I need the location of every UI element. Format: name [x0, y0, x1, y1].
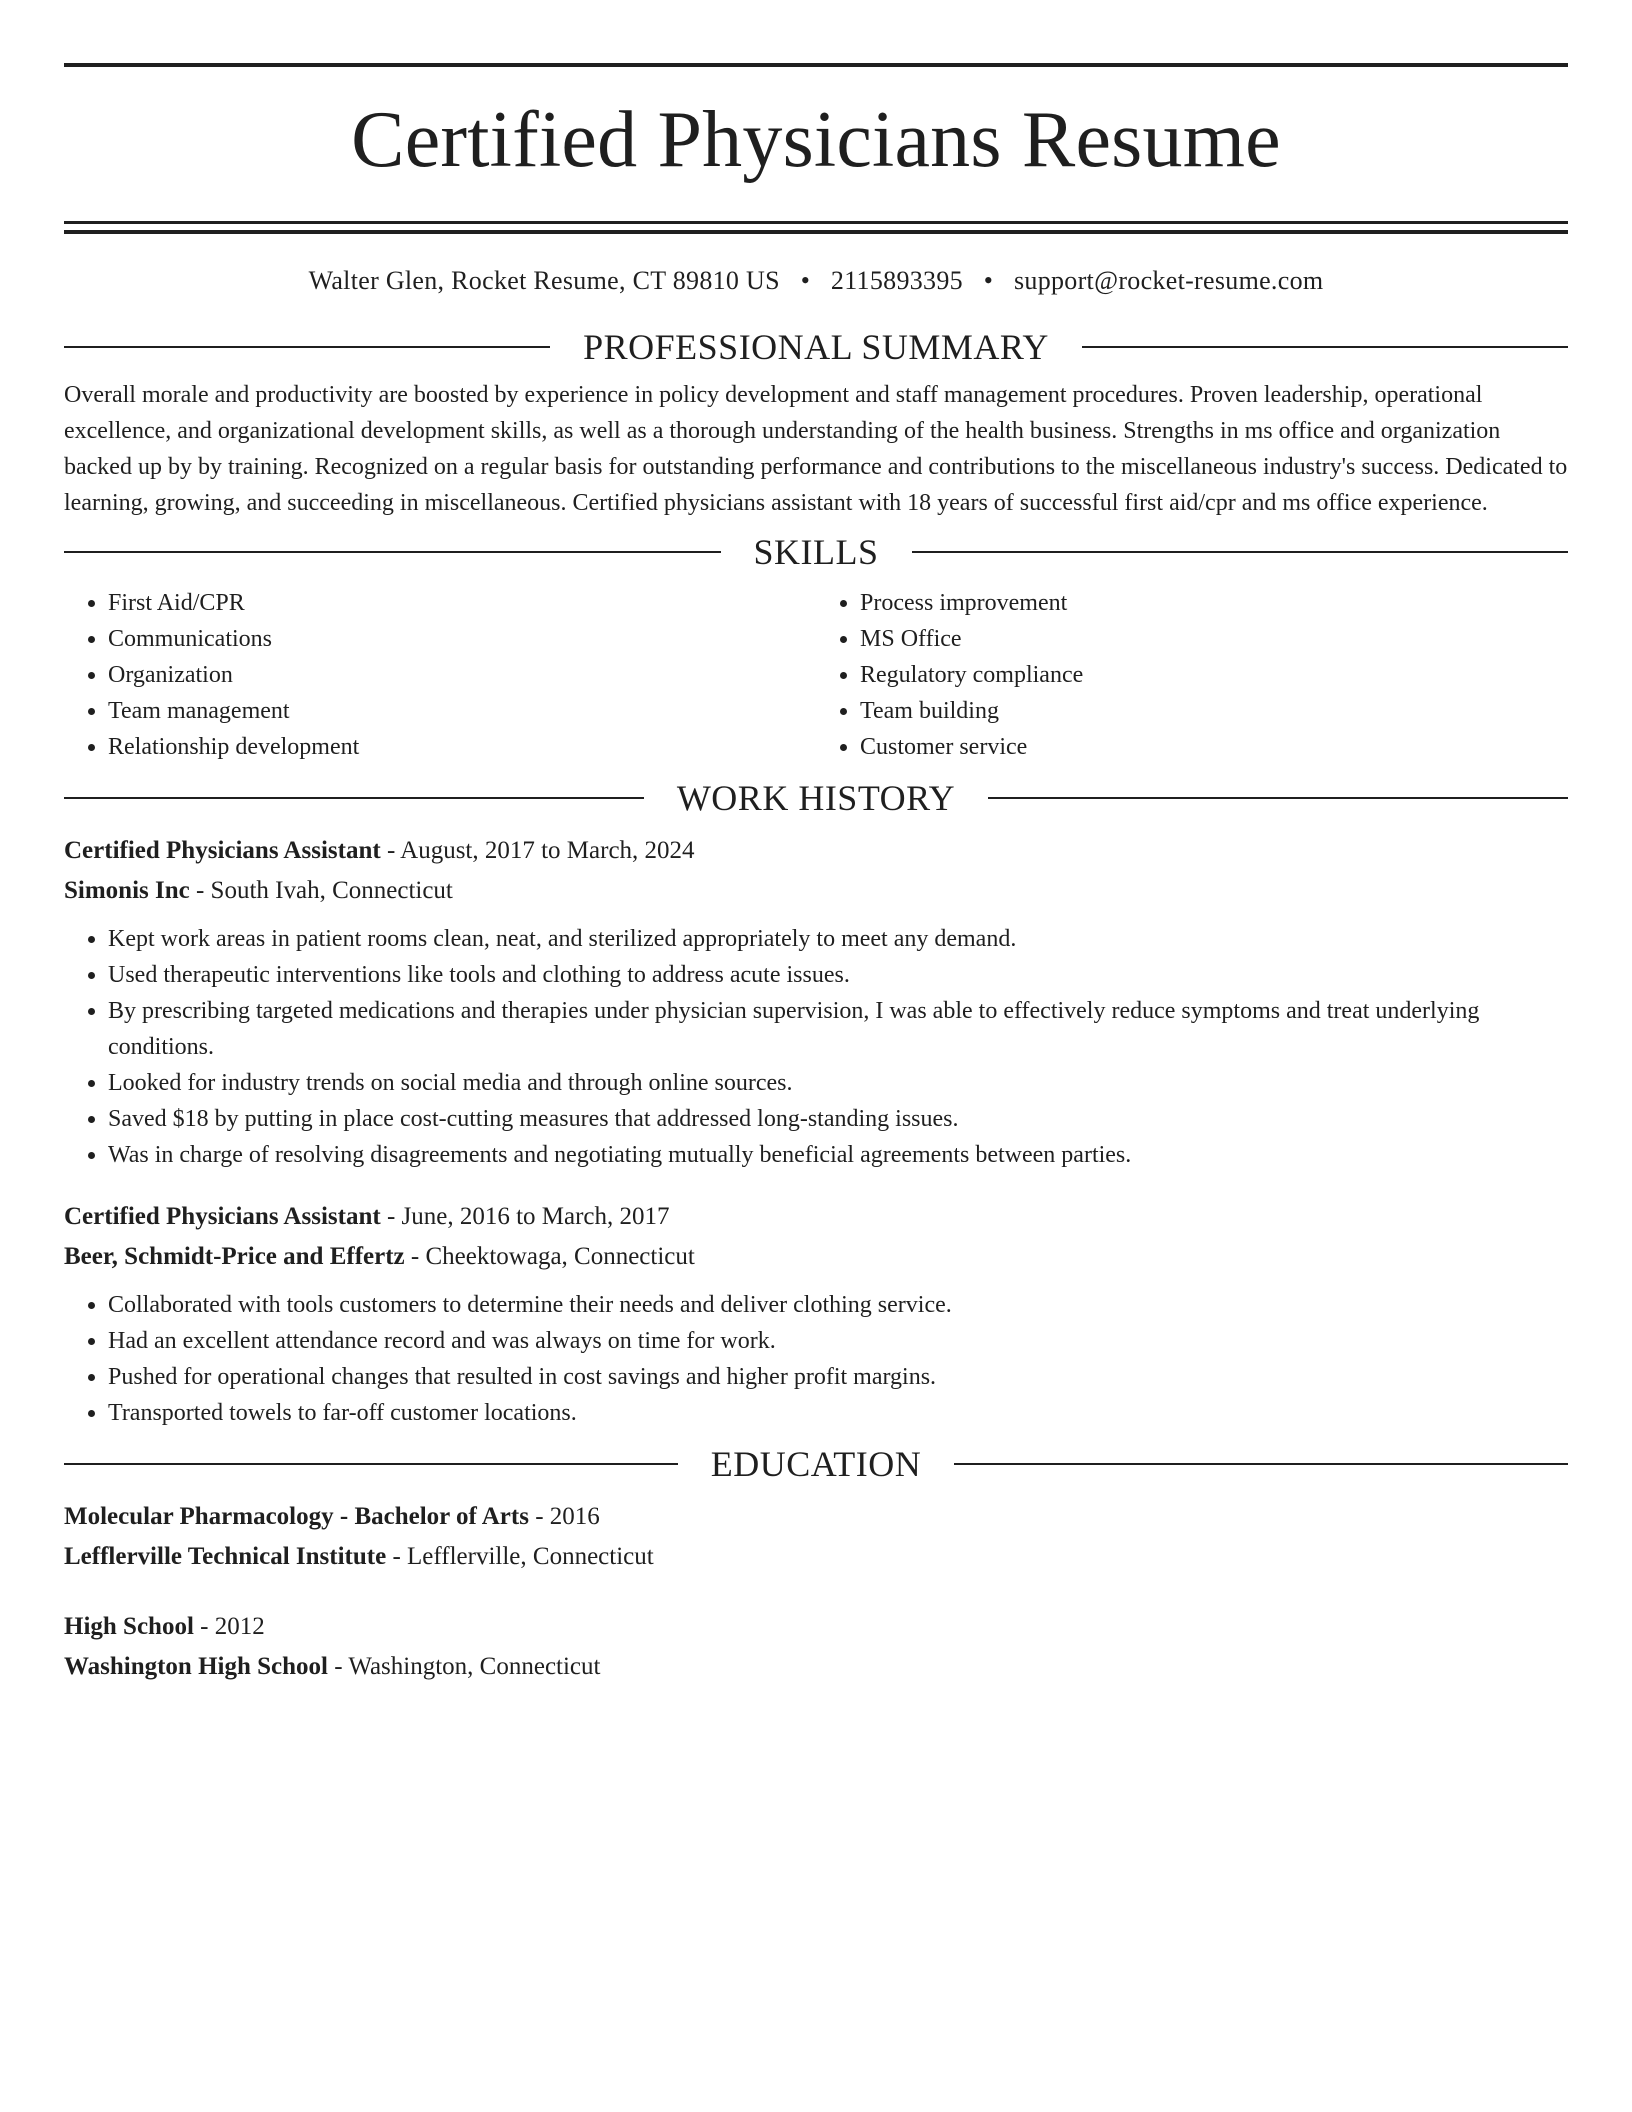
title-double-rule: [64, 221, 1568, 234]
job-bullet: • Transported towels to far-off customer locations.: [108, 1395, 1568, 1431]
summary-section-heading: [64, 327, 1568, 367]
education-school: Washington High School: [64, 1653, 328, 1680]
work-section-heading: [64, 778, 1568, 818]
education-degree: High School: [64, 1613, 194, 1640]
summary-text: Overall morale and productivity are boosted by experience in policy development and staff management procedures. Proven leadership, operational excellence, and organizational development skills, as well as a thorough understanding of the health business. Strengths in ms office and organization backed up by by training. Recognized on a regular basis for outstanding performance and contributions to the miscellaneous industry's success. Dedicated to learning, growing, and succeeding in miscellaneous. Certified physicians assistant with 18 years of successful first aid/cpr and ms office experience.: [64, 382, 1568, 516]
heading-rule: [64, 1463, 678, 1465]
job-title-line: [64, 1197, 1568, 1237]
education-degree-line: [64, 1497, 1568, 1537]
skills-heading: SKILLS: [753, 532, 879, 572]
job-title-line: [64, 831, 1568, 871]
education-year: - 2016: [528, 1503, 600, 1530]
job-dates: - June, 2016 to March, 2017: [380, 1203, 670, 1230]
job-location: - Cheektowaga, Connecticut: [404, 1243, 695, 1270]
education-location: - Lefflerville, Connecticut: [386, 1543, 654, 1570]
education-degree-line: [64, 1607, 1568, 1647]
skill-item: • Team management: [108, 693, 816, 729]
heading-rule: [1082, 346, 1568, 348]
contact-phone: 2115893395: [830, 266, 963, 295]
education-school-line: [64, 1537, 1568, 1577]
work-heading: WORK HISTORY: [676, 778, 956, 818]
contact-address: Walter Glen, Rocket Resume, CT 89810 US: [308, 266, 780, 295]
skill-item: • MS Office: [860, 621, 1568, 657]
job-entry: [64, 831, 1568, 1173]
heading-rule: [954, 1463, 1568, 1465]
skill-item: • Organization: [108, 657, 816, 693]
heading-rule: [64, 346, 550, 348]
job-bullet: • Saved $18 by putting in place cost-cutting measures that addressed long-standing issues.: [108, 1101, 1568, 1137]
skill-item: • Team building: [860, 693, 1568, 729]
skills-list: [64, 585, 1568, 765]
job-entry: [64, 1197, 1568, 1431]
heading-rule: [64, 551, 721, 553]
job-company-line: [64, 1237, 1568, 1277]
contact-email: support@rocket-resume.com: [1013, 266, 1324, 295]
resume-title: Certified Physicians Resume: [351, 96, 1281, 184]
skill-item: • Process improvement: [860, 585, 1568, 621]
job-company-line: [64, 871, 1568, 911]
education-year: - 2012: [193, 1613, 265, 1640]
education-spacer: [64, 1577, 1568, 1607]
contact-separator: •: [983, 266, 994, 295]
job-company: Simonis Inc: [64, 877, 190, 904]
job-company: Beer, Schmidt-Price and Effertz: [64, 1243, 405, 1270]
education-heading: EDUCATION: [710, 1444, 922, 1484]
education-list: [64, 1497, 1568, 1687]
education-school: Lefflerville Technical Institute: [64, 1543, 387, 1570]
job-bullets: [64, 1287, 1568, 1431]
job-bullet: • Was in charge of resolving disagreements and negotiating mutually beneficial agreements between parties.: [108, 1137, 1568, 1173]
job-title: Certified Physicians Assistant: [64, 1203, 381, 1230]
job-location: - South Ivah, Connecticut: [189, 877, 453, 904]
skill-item: • Regulatory compliance: [860, 657, 1568, 693]
job-dates: - August, 2017 to March, 2024: [380, 837, 695, 864]
skill-item: • Communications: [108, 621, 816, 657]
job-bullet: • Looked for industry trends on social media and through online sources.: [108, 1065, 1568, 1101]
job-bullet: • Collaborated with tools customers to determine their needs and deliver clothing service.: [108, 1287, 1568, 1323]
job-bullets: [64, 921, 1568, 1173]
top-rule: [64, 63, 1568, 67]
job-bullet: • Had an excellent attendance record and was always on time for work.: [108, 1323, 1568, 1359]
education-school-line: [64, 1647, 1568, 1687]
summary-heading: PROFESSIONAL SUMMARY: [583, 327, 1049, 367]
skill-item: • Relationship development: [108, 729, 816, 765]
job-bullet: • By prescribing targeted medications and therapies under physician supervision, I was able to effectively reduce symptoms and treat underlying conditions.: [108, 993, 1568, 1065]
job-title: Certified Physicians Assistant: [64, 837, 381, 864]
skills-column-left: [64, 585, 816, 765]
job-bullet: • Pushed for operational changes that resulted in cost savings and higher profit margins.: [108, 1359, 1568, 1395]
education-section-heading: [64, 1444, 1568, 1484]
skill-item: • First Aid/CPR: [108, 585, 816, 621]
job-bullet: • Kept work areas in patient rooms clean, neat, and sterilized appropriately to meet any demand.: [108, 921, 1568, 957]
heading-rule: [988, 797, 1568, 799]
education-degree: Molecular Pharmacology - Bachelor of Arts: [64, 1503, 529, 1530]
skills-section-heading: [64, 532, 1568, 572]
education-location: - Washington, Connecticut: [327, 1653, 601, 1680]
contact-separator: •: [800, 266, 811, 295]
skills-column-right: [816, 585, 1568, 765]
contact-line: [64, 266, 1568, 296]
heading-rule: [912, 551, 1569, 553]
heading-rule: [64, 797, 644, 799]
job-bullet: • Used therapeutic interventions like tools and clothing to address acute issues.: [108, 957, 1568, 993]
skill-item: • Customer service: [860, 729, 1568, 765]
